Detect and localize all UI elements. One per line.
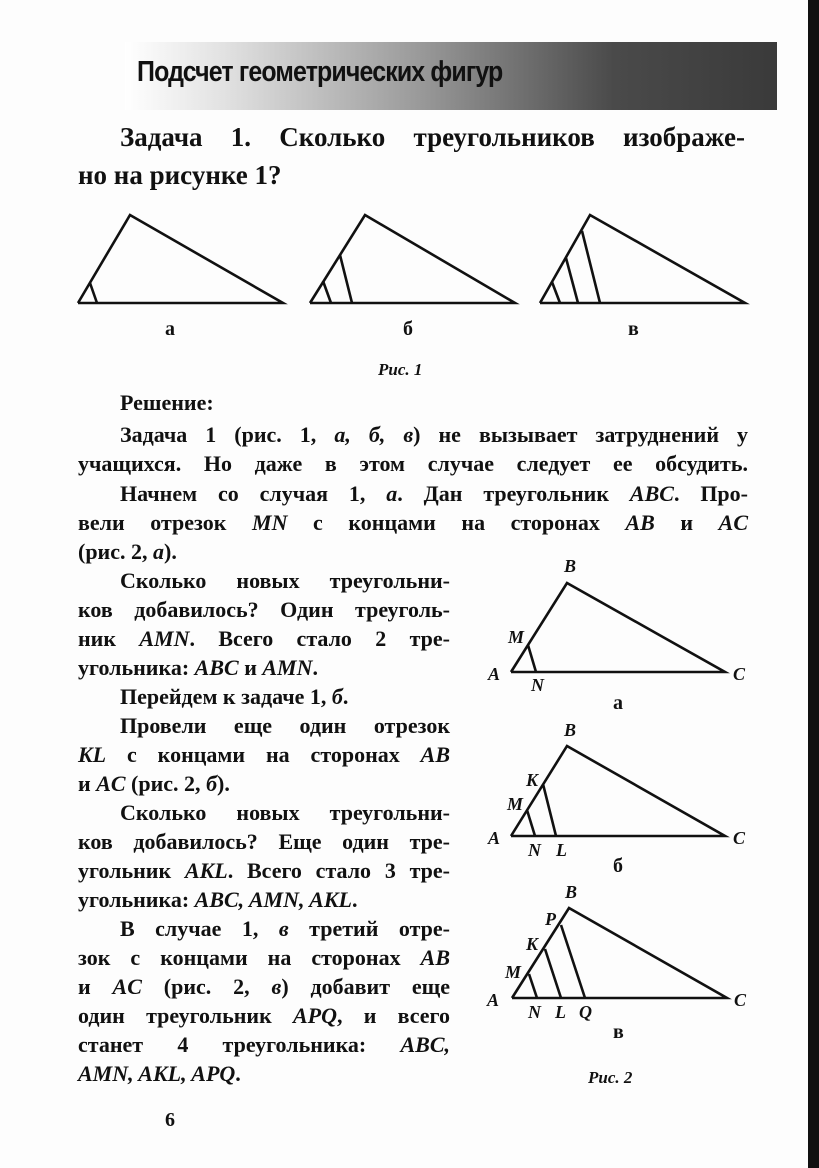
point-label: A: [487, 990, 500, 1010]
text-segment: MN: [252, 510, 288, 535]
text-segment: AMN: [262, 655, 313, 680]
point-label: P: [545, 909, 556, 929]
point-label: M: [507, 794, 524, 814]
text-segment: а: [386, 481, 398, 506]
text-segment: Начнем со случая 1,: [120, 481, 387, 506]
fig2-label-b: б: [613, 855, 623, 877]
text-segment: и: [654, 510, 719, 535]
point-label: M: [508, 627, 525, 647]
fig1-triangle-a: [78, 215, 283, 303]
point-label: A: [488, 664, 501, 684]
point-label: C: [733, 828, 746, 848]
fig1-triangle-b: [310, 215, 515, 303]
text-segment: AB: [420, 945, 450, 970]
text-segment: один треугольник: [78, 1003, 293, 1028]
text-segment: б: [206, 771, 218, 796]
point-label: K: [526, 770, 539, 790]
text-segment: Перейдем к задаче 1,: [120, 684, 332, 709]
text-segment: AMN, AKL, APQ: [78, 1061, 236, 1086]
text-segment: а: [153, 539, 165, 564]
text-segment: , и всего: [336, 1003, 450, 1028]
fig1-triangle-v: [540, 215, 745, 303]
text-segment: и: [238, 655, 263, 680]
text-segment: .: [235, 1061, 241, 1086]
text-segment: Задача 1 (рис. 1,: [120, 422, 335, 447]
text-segment: и: [78, 974, 113, 999]
text-segment: в: [278, 916, 289, 941]
point-label: M: [505, 962, 522, 982]
text-segment: угольник: [78, 858, 185, 883]
fig2-triangle-b: [511, 746, 725, 836]
section-title: Подсчет геометрических фигур: [137, 56, 503, 88]
text-segment: AKL: [184, 858, 228, 883]
point-label: L: [555, 1002, 566, 1022]
fig1-label-b: б: [403, 318, 413, 340]
text-segment: ABC,: [400, 1032, 450, 1057]
text-segment: ) не вызывает затруднений у: [413, 422, 749, 447]
fig1-label-v: в: [628, 318, 639, 340]
page-number: 6: [165, 1109, 175, 1131]
text-segment: ).: [164, 539, 177, 564]
text-segment: AC: [112, 974, 142, 999]
text-segment: третий отре-: [288, 916, 450, 941]
text-segment: и: [78, 771, 97, 796]
fig2-triangle-a: [511, 583, 725, 672]
text-segment: Сколько новых треугольни-: [120, 800, 450, 825]
text-segment: .: [351, 887, 358, 912]
text-segment: AC: [96, 771, 126, 796]
text-segment: Провели еще один отрезок: [120, 713, 450, 738]
text-segment: В случае 1,: [120, 916, 279, 941]
text-segment: . Про-: [673, 481, 748, 506]
text-segment: AB: [420, 742, 450, 767]
fig2-label-v: в: [613, 1021, 624, 1043]
fig1-label-a: а: [165, 318, 175, 340]
text-segment: угольника:: [78, 655, 195, 680]
text-segment: ков добавилось? Еще один тре-: [78, 829, 450, 854]
text-segment: APQ: [292, 1003, 337, 1028]
point-label: L: [556, 840, 567, 860]
text-segment: . Всего стало 3 тре-: [227, 858, 451, 883]
text-segment: с концами на сторонах: [106, 742, 421, 767]
solution-heading: Решение:: [120, 390, 214, 415]
point-label: N: [531, 675, 544, 695]
text-segment: ABC, AMN, AKL: [194, 887, 352, 912]
text-segment: .: [342, 684, 349, 709]
text-segment: AMN: [139, 626, 190, 651]
point-label: N: [528, 840, 541, 860]
text-segment: (рис. 2,: [125, 771, 207, 796]
fig1-caption: Рис. 1: [378, 360, 423, 379]
text-segment: KL: [78, 742, 107, 767]
text-segment: в: [271, 974, 282, 999]
point-label: B: [565, 882, 578, 902]
text-segment: зок с концами на сторонах: [78, 945, 421, 970]
point-label: B: [564, 720, 577, 740]
fig2-caption: Рис. 2: [588, 1068, 633, 1087]
text-segment: ).: [217, 771, 230, 796]
text-segment: с концами на сторонах: [287, 510, 626, 535]
text-segment: угольника:: [78, 887, 195, 912]
text-segment: а, б, в: [334, 422, 414, 447]
text-segment: (рис. 2,: [78, 539, 154, 564]
text-segment: .: [312, 655, 318, 680]
text-segment: . Всего стало 2 тре-: [189, 626, 450, 651]
point-label: Q: [579, 1002, 592, 1022]
text-segment: Сколько новых треугольни-: [120, 568, 450, 593]
text-segment: учащихся. Но даже в этом случае следует ее обсудить.: [78, 451, 748, 476]
text-segment: ABC: [194, 655, 239, 680]
text-segment: б: [331, 684, 343, 709]
text-segment: . Дан треугольник: [397, 481, 630, 506]
text-segment: AB: [625, 510, 655, 535]
point-label: A: [488, 828, 501, 848]
point-label: C: [733, 664, 746, 684]
point-label: N: [528, 1002, 541, 1022]
text-segment: но на рисунке 1?: [78, 160, 282, 190]
point-label: B: [564, 556, 577, 576]
text-segment: ABC: [629, 481, 674, 506]
text-segment: AC: [718, 510, 749, 535]
text-segment: ник: [78, 626, 140, 651]
text-segment: ) добавит еще: [281, 974, 450, 999]
text-segment: ков добавилось? Один треуголь-: [78, 597, 450, 622]
fig2-label-a: а: [613, 692, 623, 714]
point-label: C: [734, 990, 747, 1010]
text-segment: станет 4 треугольника:: [78, 1032, 401, 1057]
text-segment: (рис. 2,: [141, 974, 272, 999]
text-segment: вели отрезок: [78, 510, 253, 535]
text-segment: Задача 1. Сколько треугольников изображе-: [120, 122, 745, 152]
point-label: K: [526, 934, 539, 954]
